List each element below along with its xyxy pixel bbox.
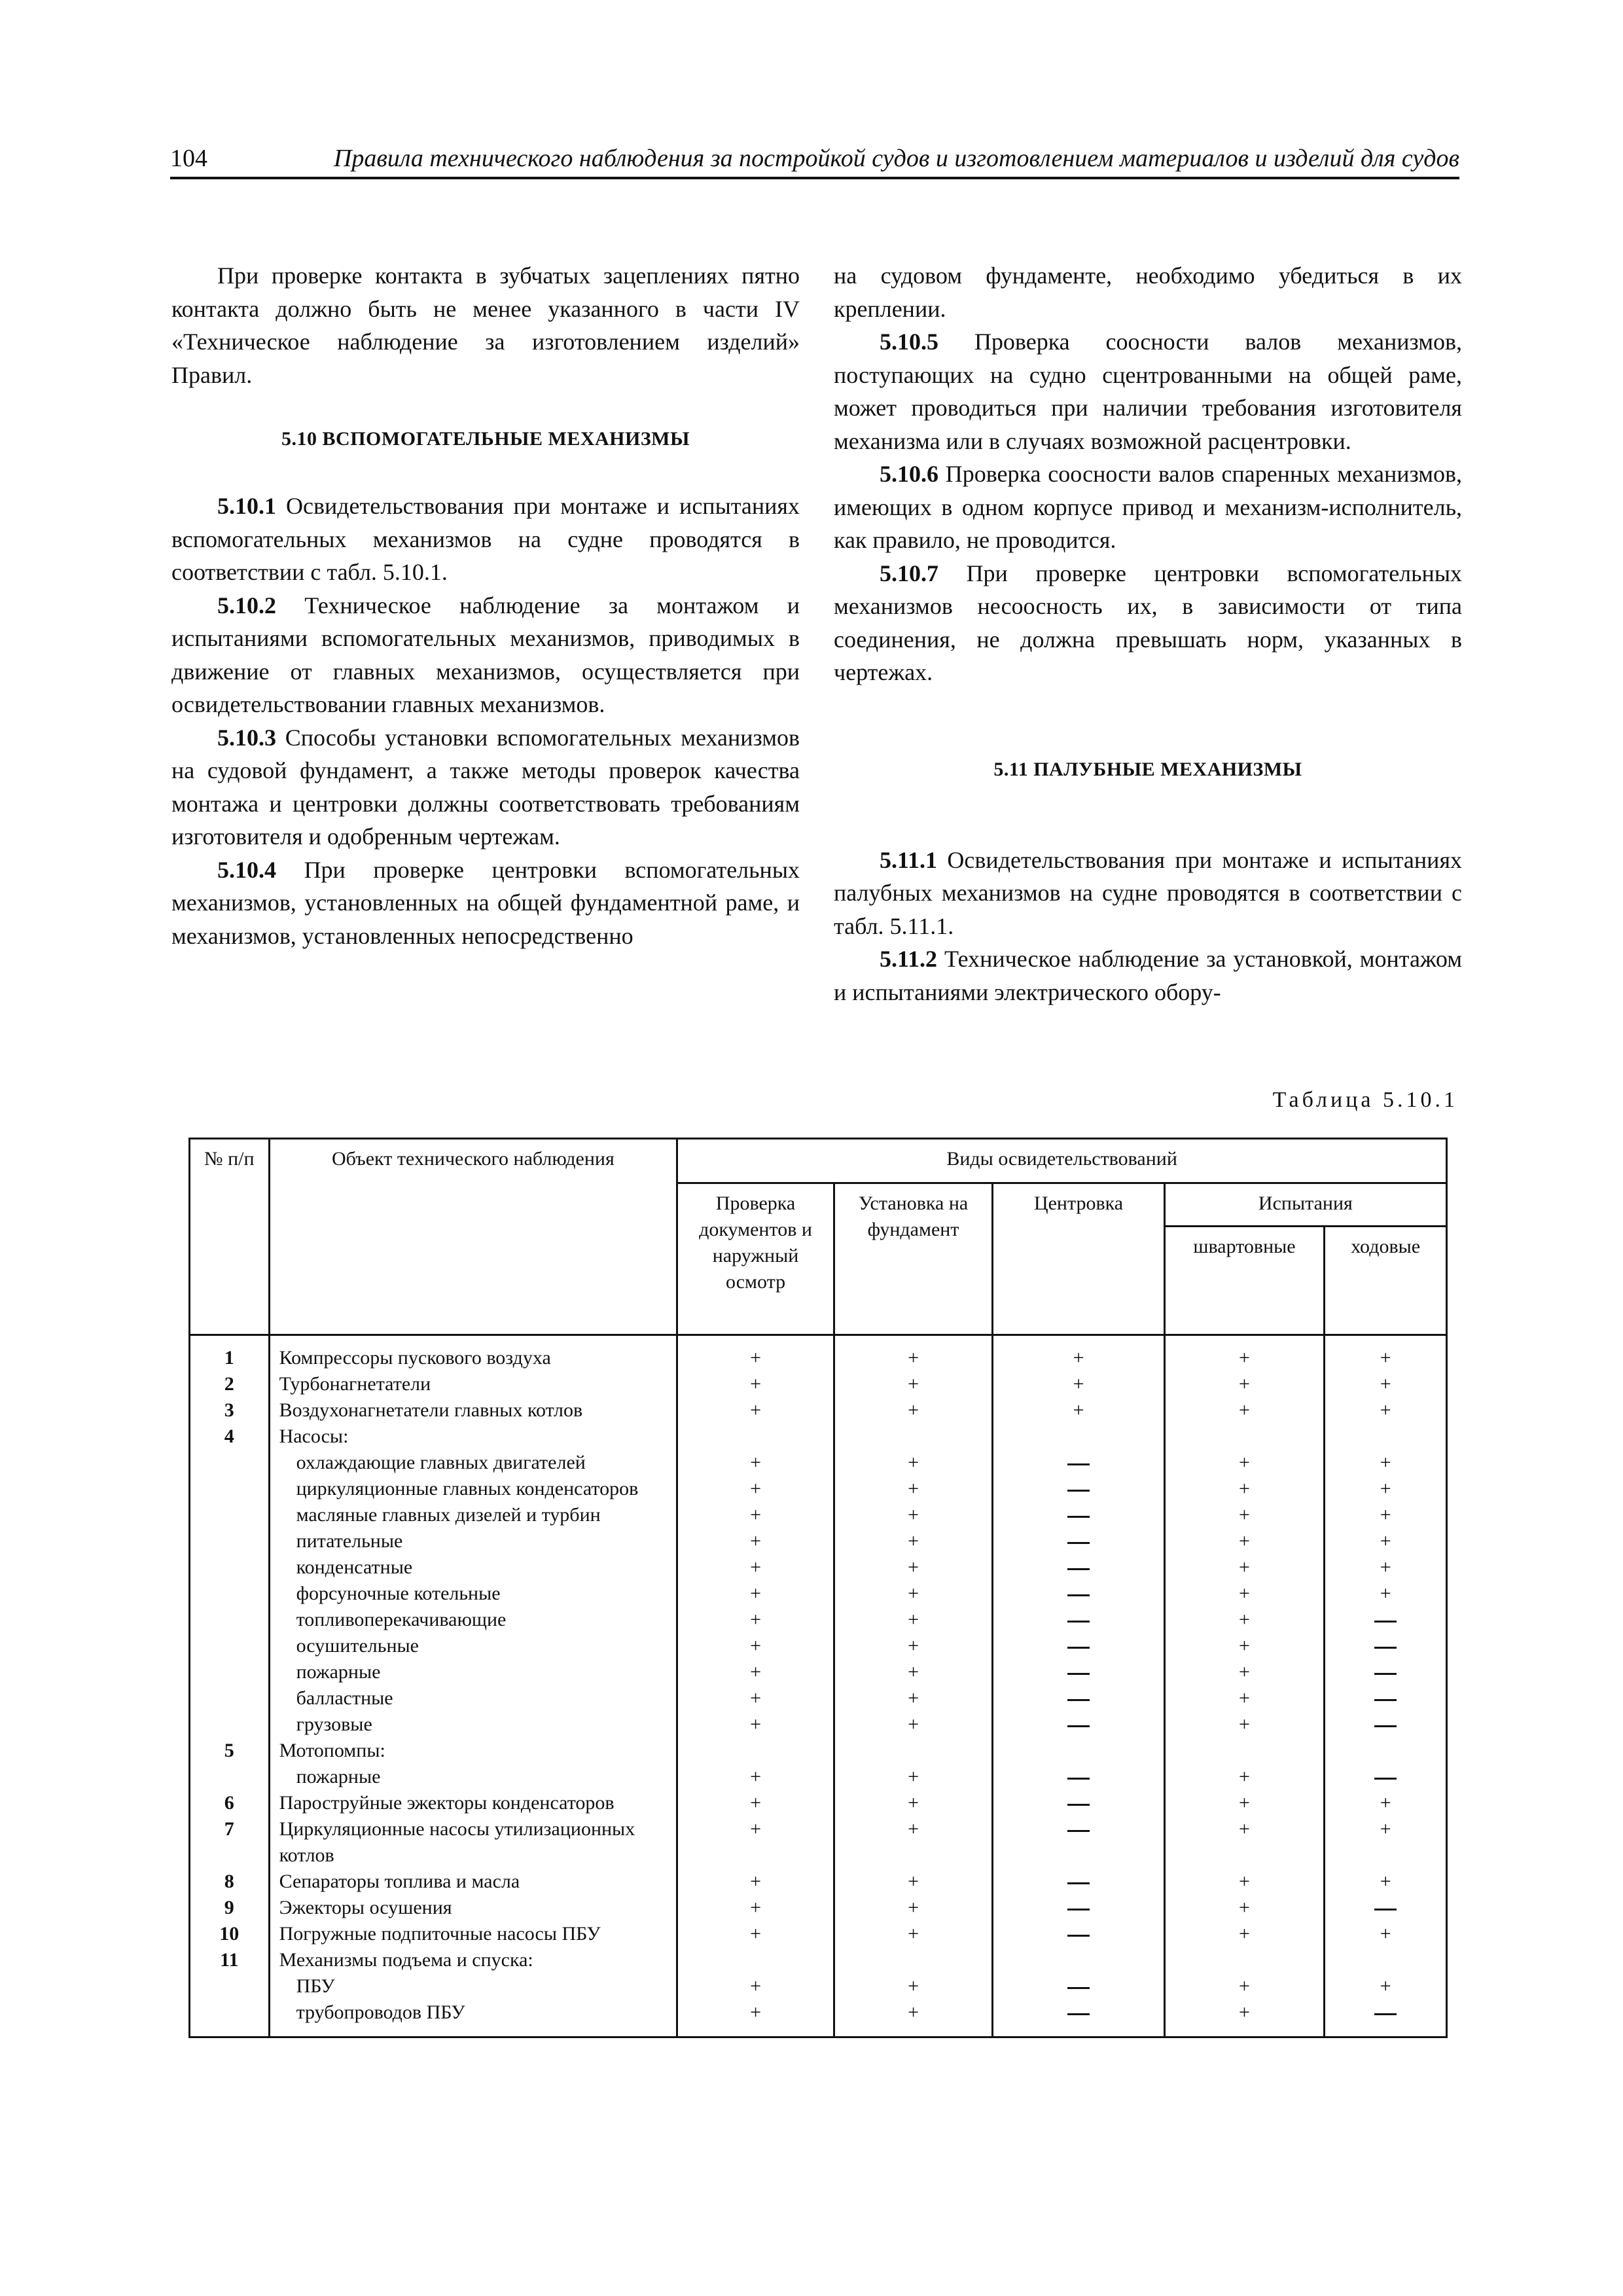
row-object-name: масляные главных дизелей и турбин <box>296 1504 601 1526</box>
column-objects <box>269 1335 677 2037</box>
plus-mark: + <box>1239 1609 1250 1630</box>
dash-mark <box>1325 1764 1446 1790</box>
dash-mark <box>993 1764 1163 1790</box>
header-docs: Проверка документов и наружный осмотр <box>677 1183 834 1335</box>
plus-mark: + <box>750 1478 761 1499</box>
row-number: 11 <box>220 1949 239 1971</box>
row-number <box>190 1842 268 1869</box>
dash-mark <box>1325 1607 1446 1633</box>
row-number <box>190 1973 268 2000</box>
plus-mark: + <box>1239 1635 1250 1657</box>
row-object-name: котлов <box>279 1844 334 1866</box>
dash-mark <box>993 2000 1163 2026</box>
dash-glyph <box>1067 2013 1090 2015</box>
dash-glyph <box>1067 1568 1090 1570</box>
dash-mark <box>993 1450 1163 1476</box>
plus-mark: + <box>1239 1530 1250 1552</box>
dash-glyph <box>1067 1830 1090 1832</box>
row-object-name: осушительные <box>296 1635 419 1657</box>
row-number: 2 <box>224 1373 234 1395</box>
paragraph: на судовом фундаменте, необходимо убедиться в их креплении. <box>834 262 1462 322</box>
dash-glyph <box>1067 1621 1090 1623</box>
plus-mark: + <box>1380 1399 1391 1421</box>
plus-mark: + <box>750 1373 761 1395</box>
plus-mark: + <box>908 1792 919 1814</box>
plus-mark: + <box>1239 1975 1250 1997</box>
row-number <box>190 1685 268 1712</box>
dash-glyph <box>1067 1935 1090 1937</box>
paragraph-text: Проверка соосности валов механизмов, поступающих на судно сцентрованными на общей раме, может проводиться при наличии требования изготовителя механизма или в случаях возможной расцентровки. <box>834 329 1462 454</box>
row-object-name: питательные <box>296 1530 403 1552</box>
page-number: 104 <box>170 145 207 172</box>
plus-mark: + <box>1380 1478 1391 1499</box>
dash-glyph <box>1067 1647 1090 1649</box>
plus-mark: + <box>1380 1792 1391 1814</box>
empty-mark <box>993 1842 1163 1869</box>
clause-number: 5.10.6 <box>880 461 938 487</box>
empty-mark <box>993 1947 1163 1973</box>
plus-mark: + <box>908 1399 919 1421</box>
dash-mark <box>993 1816 1163 1842</box>
row-object-name: Турбонагнетатели <box>279 1373 431 1395</box>
plus-mark: + <box>908 1556 919 1578</box>
plus-mark: + <box>750 1504 761 1526</box>
empty-mark <box>835 1424 992 1450</box>
column-docs <box>677 1335 834 2037</box>
plus-mark: + <box>1239 1713 1250 1735</box>
empty-mark <box>1325 1424 1446 1450</box>
plus-mark: + <box>1073 1373 1084 1395</box>
row-number <box>190 1528 268 1554</box>
paragraph <box>834 844 1462 943</box>
dash-glyph <box>1067 1987 1090 1989</box>
plus-mark: + <box>1380 1871 1391 1892</box>
dash-mark <box>993 1502 1163 1528</box>
plus-mark: + <box>1073 1347 1084 1369</box>
paragraph-text: При проверке центровки вспомогательных механизмов несоосность их, в зависимости от типа соединения, не должна превышать норм, указанных в чертежах. <box>834 560 1463 685</box>
dash-glyph <box>1067 1594 1090 1596</box>
paragraph <box>171 490 800 589</box>
dash-mark <box>993 1712 1163 1738</box>
plus-mark: + <box>908 1347 919 1369</box>
dash-mark <box>993 1554 1163 1581</box>
dash-glyph <box>1374 2013 1397 2015</box>
plus-mark: + <box>908 1609 919 1630</box>
column-numbers <box>190 1335 270 2037</box>
clause-number: 5.10.7 <box>880 560 938 586</box>
dash-mark <box>1325 2000 1446 2026</box>
plus-mark: + <box>1380 1583 1391 1604</box>
row-number: 1 <box>224 1347 234 1369</box>
row-number <box>190 1581 268 1607</box>
plus-mark: + <box>1239 2001 1250 2023</box>
paragraph: При проверке контакта в зубчатых зацеплениях пятно контакта должно быть не менее указанного в части IV «Техническое наблюдение за изготовлением изделий» Правил. <box>171 262 800 388</box>
row-object-name: Эжекторы осушения <box>279 1897 452 1918</box>
row-object-name: пожарные <box>296 1661 381 1683</box>
right-column <box>834 259 1462 1009</box>
plus-mark: + <box>1380 1373 1391 1395</box>
plus-mark: + <box>750 1975 761 1997</box>
plus-mark: + <box>1239 1897 1250 1918</box>
row-object-name: Механизмы подъема и спуска: <box>279 1949 533 1971</box>
row-number: 7 <box>224 1818 234 1840</box>
row-number: 10 <box>219 1923 240 1945</box>
dash-glyph <box>1374 1725 1397 1727</box>
survey-table <box>188 1138 1448 2038</box>
row-object-name: Воздухонагнетатели главных котлов <box>279 1399 583 1421</box>
clause-number: 5.10.1 <box>217 493 276 519</box>
dash-mark <box>993 1633 1163 1659</box>
row-object-name: балластные <box>296 1687 393 1709</box>
plus-mark: + <box>1239 1347 1250 1369</box>
plus-mark: + <box>1239 1923 1250 1945</box>
clause-number: 5.10.5 <box>880 329 938 355</box>
plus-mark: + <box>750 1661 761 1683</box>
paragraph <box>171 589 800 721</box>
running-title: Правила технического наблюдения за постройкой судов и изготовлением материалов и изделий для судов <box>333 145 1459 172</box>
plus-mark: + <box>750 1452 761 1473</box>
row-object-name: Пароструйные эжекторы конденсаторов <box>279 1792 615 1814</box>
empty-mark <box>1166 1738 1324 1764</box>
row-object-name: Погружные подпиточные насосы ПБУ <box>279 1923 601 1945</box>
row-number <box>190 1659 268 1685</box>
plus-mark: + <box>908 1452 919 1473</box>
plus-mark: + <box>750 1713 761 1735</box>
plus-mark: + <box>1380 1504 1391 1526</box>
row-number: 5 <box>224 1740 234 1761</box>
plus-mark: + <box>1380 1452 1391 1473</box>
plus-mark: + <box>908 1530 919 1552</box>
row-object-name: пожарные <box>296 1766 381 1787</box>
dash-mark <box>993 1476 1163 1502</box>
dash-mark <box>993 1685 1163 1712</box>
header-tests: Испытания <box>1164 1183 1446 1227</box>
clause-number: 5.10.4 <box>217 856 276 883</box>
column-install <box>834 1335 993 2037</box>
dash-mark <box>1325 1895 1446 1921</box>
dash-glyph <box>1067 1778 1090 1780</box>
paragraph-text: Техническое наблюдение за монтажом и испытаниями вспомогательных механизмов, приводимых в движение от главных механизмов, осуществляется при освидетельствовании главных механизмов. <box>171 592 800 717</box>
row-number: 6 <box>224 1792 234 1814</box>
plus-mark: + <box>1239 1818 1250 1840</box>
dash-mark <box>993 1528 1163 1554</box>
row-number <box>190 1502 268 1528</box>
clause-number: 5.11.2 <box>880 946 938 972</box>
dash-glyph <box>1067 1804 1090 1806</box>
dash-mark <box>993 1869 1163 1895</box>
dash-glyph <box>1067 1673 1090 1675</box>
row-number <box>190 1554 268 1581</box>
plus-mark: + <box>750 1871 761 1892</box>
header-mooring: швартовные <box>1164 1227 1325 1335</box>
empty-mark <box>835 1947 992 1973</box>
plus-mark: + <box>1239 1556 1250 1578</box>
plus-mark: + <box>750 1897 761 1918</box>
plus-mark: + <box>908 1818 919 1840</box>
empty-mark <box>835 1842 992 1869</box>
empty-mark <box>1166 1424 1324 1450</box>
plus-mark: + <box>908 1504 919 1526</box>
row-number <box>190 1476 268 1502</box>
table-caption: Таблица 5.10.1 <box>1272 1088 1458 1112</box>
dash-mark <box>993 1895 1163 1921</box>
plus-mark: + <box>908 1713 919 1735</box>
dash-glyph <box>1374 1673 1397 1675</box>
paragraph-text: Освидетельствования при монтаже и испытаниях палубных механизмов на судне проводятся в соответствии с табл. 5.11.1. <box>834 846 1463 939</box>
plus-mark: + <box>750 1923 761 1945</box>
row-object-name: конденсатные <box>296 1556 413 1578</box>
row-number <box>190 1712 268 1738</box>
row-number <box>190 1764 268 1790</box>
paragraph <box>834 942 1462 1009</box>
plus-mark: + <box>1239 1871 1250 1892</box>
plus-mark: + <box>750 1766 761 1787</box>
dash-mark <box>1325 1712 1446 1738</box>
header-survey-types: Виды освидетельствований <box>677 1139 1447 1183</box>
header-num: № п/п <box>190 1139 270 1335</box>
row-number: 9 <box>224 1897 234 1918</box>
paragraph <box>171 853 800 953</box>
dash-mark <box>993 1973 1163 2000</box>
dash-mark <box>993 1790 1163 1816</box>
empty-mark <box>835 1738 992 1764</box>
header-alignment: Центровка <box>993 1183 1164 1335</box>
plus-mark: + <box>750 1792 761 1814</box>
plus-mark: + <box>750 1530 761 1552</box>
dash-mark <box>1325 1633 1446 1659</box>
plus-mark: + <box>1239 1687 1250 1709</box>
dash-glyph <box>1374 1621 1397 1623</box>
empty-mark <box>678 1947 833 1973</box>
empty-mark <box>1166 1842 1324 1869</box>
paragraph-text: Техническое наблюдение за установкой, монтажом и испытаниями электрического обору- <box>834 946 1462 1005</box>
dash-glyph <box>1374 1647 1397 1649</box>
dash-glyph <box>1067 1490 1090 1492</box>
clause-number: 5.10.3 <box>217 724 276 751</box>
row-number: 3 <box>224 1399 234 1421</box>
section-heading: 5.11 ПАЛУБНЫЕ МЕХАНИЗМЫ <box>993 758 1302 780</box>
plus-mark: + <box>1239 1504 1250 1526</box>
row-object-name: охлаждающие главных двигателей <box>296 1452 586 1473</box>
plus-mark: + <box>750 1818 761 1840</box>
header-sea: ходовые <box>1325 1227 1447 1335</box>
plus-mark: + <box>908 1635 919 1657</box>
dash-glyph <box>1374 1699 1397 1701</box>
row-object-name: Компрессоры пускового воздуха <box>279 1347 551 1369</box>
plus-mark: + <box>1239 1583 1250 1604</box>
left-column <box>171 259 800 952</box>
row-number <box>190 1450 268 1476</box>
running-header <box>170 145 1459 179</box>
paragraph-text: Способы установки вспомогательных механизмов на судовой фундамент, а также методы проверок качества монтажа и центровки должны соответствовать требованиям изготовителя и одобренным чертежам. <box>171 724 800 850</box>
plus-mark: + <box>908 2001 919 2023</box>
empty-mark <box>678 1424 833 1450</box>
plus-mark: + <box>1239 1399 1250 1421</box>
row-number <box>190 1633 268 1659</box>
dash-glyph <box>1067 1725 1090 1727</box>
row-object-name: циркуляционные главных конденсаторов <box>296 1478 639 1499</box>
plus-mark: + <box>1380 1818 1391 1840</box>
dash-mark <box>1325 1659 1446 1685</box>
plus-mark: + <box>750 1347 761 1369</box>
plus-mark: + <box>1239 1661 1250 1683</box>
row-object-name: грузовые <box>296 1713 372 1735</box>
dash-glyph <box>1067 1882 1090 1884</box>
paragraph-text: Освидетельствования при монтаже и испытаниях вспомогательных механизмов на судне проводятся в соответствии с табл. 5.10.1. <box>171 493 800 585</box>
empty-mark <box>1325 1947 1446 1973</box>
empty-mark <box>1325 1842 1446 1869</box>
column-mooring <box>1164 1335 1325 2037</box>
plus-mark: + <box>1239 1766 1250 1787</box>
plus-mark: + <box>750 1609 761 1630</box>
section-heading: 5.10 ВСПОМОГАТЕЛЬНЫЕ МЕХАНИЗМЫ <box>281 428 690 450</box>
dash-glyph <box>1067 1699 1090 1701</box>
plus-mark: + <box>750 1635 761 1657</box>
paragraph <box>834 557 1462 689</box>
header-install: Установка на фундамент <box>834 1183 993 1335</box>
paragraph <box>834 325 1462 457</box>
plus-mark: + <box>750 1583 761 1604</box>
plus-mark: + <box>750 1687 761 1709</box>
dash-glyph <box>1067 1516 1090 1518</box>
plus-mark: + <box>908 1871 919 1892</box>
plus-mark: + <box>908 1687 919 1709</box>
clause-number: 5.10.2 <box>217 592 276 619</box>
plus-mark: + <box>908 1661 919 1683</box>
plus-mark: + <box>1239 1478 1250 1499</box>
row-object-name: форсуночные котельные <box>296 1583 501 1604</box>
row-object-name: трубопроводов ПБУ <box>296 2001 465 2023</box>
plus-mark: + <box>1380 1530 1391 1552</box>
header-object: Объект технического наблюдения <box>269 1139 677 1335</box>
plus-mark: + <box>1380 1347 1391 1369</box>
paragraph-text: При проверке центровки вспомогательных механизмов, установленных на общей фундаментной раме, и механизмов, установленных непосредственно <box>171 856 800 949</box>
paragraph <box>171 721 800 853</box>
plus-mark: + <box>750 1399 761 1421</box>
empty-mark <box>678 1842 833 1869</box>
plus-mark: + <box>908 1975 919 1997</box>
plus-mark: + <box>1239 1452 1250 1473</box>
dash-glyph <box>1374 1909 1397 1910</box>
plus-mark: + <box>750 1556 761 1578</box>
dash-glyph <box>1067 1542 1090 1544</box>
plus-mark: + <box>908 1373 919 1395</box>
empty-mark <box>1325 1738 1446 1764</box>
plus-mark: + <box>1380 1923 1391 1945</box>
plus-mark: + <box>908 1583 919 1604</box>
row-object-name: Мотопомпы: <box>279 1740 385 1761</box>
plus-mark: + <box>1239 1792 1250 1814</box>
row-object-name: Сепараторы топлива и масла <box>279 1871 520 1892</box>
plus-mark: + <box>908 1897 919 1918</box>
row-number <box>190 2000 268 2026</box>
plus-mark: + <box>1073 1399 1084 1421</box>
dash-mark <box>1325 1685 1446 1712</box>
row-number: 8 <box>224 1871 234 1892</box>
column-alignment <box>993 1335 1164 2037</box>
paragraph <box>834 457 1462 557</box>
dash-mark <box>993 1921 1163 1947</box>
clause-number: 5.11.1 <box>880 846 938 873</box>
dash-glyph <box>1067 1463 1090 1465</box>
column-sea <box>1325 1335 1447 2037</box>
row-number <box>190 1607 268 1633</box>
dash-mark <box>993 1581 1163 1607</box>
plus-mark: + <box>908 1766 919 1787</box>
row-object-name: Насосы: <box>279 1426 349 1447</box>
dash-mark <box>993 1659 1163 1685</box>
dash-glyph <box>1374 1778 1397 1780</box>
row-number: 4 <box>224 1426 234 1447</box>
row-object-name: ПБУ <box>296 1975 335 1997</box>
row-object-name: Циркуляционные насосы утилизационных <box>279 1818 635 1840</box>
dash-mark <box>993 1607 1163 1633</box>
plus-mark: + <box>1380 1975 1391 1997</box>
paragraph-text: Проверка соосности валов спаренных механизмов, имеющих в одном корпусе привод и механизм-исполнитель, как правило, не проводится. <box>834 461 1462 553</box>
plus-mark: + <box>908 1478 919 1499</box>
plus-mark: + <box>1380 1556 1391 1578</box>
plus-mark: + <box>908 1923 919 1945</box>
empty-mark <box>678 1738 833 1764</box>
empty-mark <box>1166 1947 1324 1973</box>
empty-mark <box>993 1738 1163 1764</box>
plus-mark: + <box>1239 1373 1250 1395</box>
plus-mark: + <box>750 2001 761 2023</box>
empty-mark <box>993 1424 1163 1450</box>
dash-glyph <box>1067 1909 1090 1910</box>
row-object-name: топливоперекачивающие <box>296 1609 507 1630</box>
